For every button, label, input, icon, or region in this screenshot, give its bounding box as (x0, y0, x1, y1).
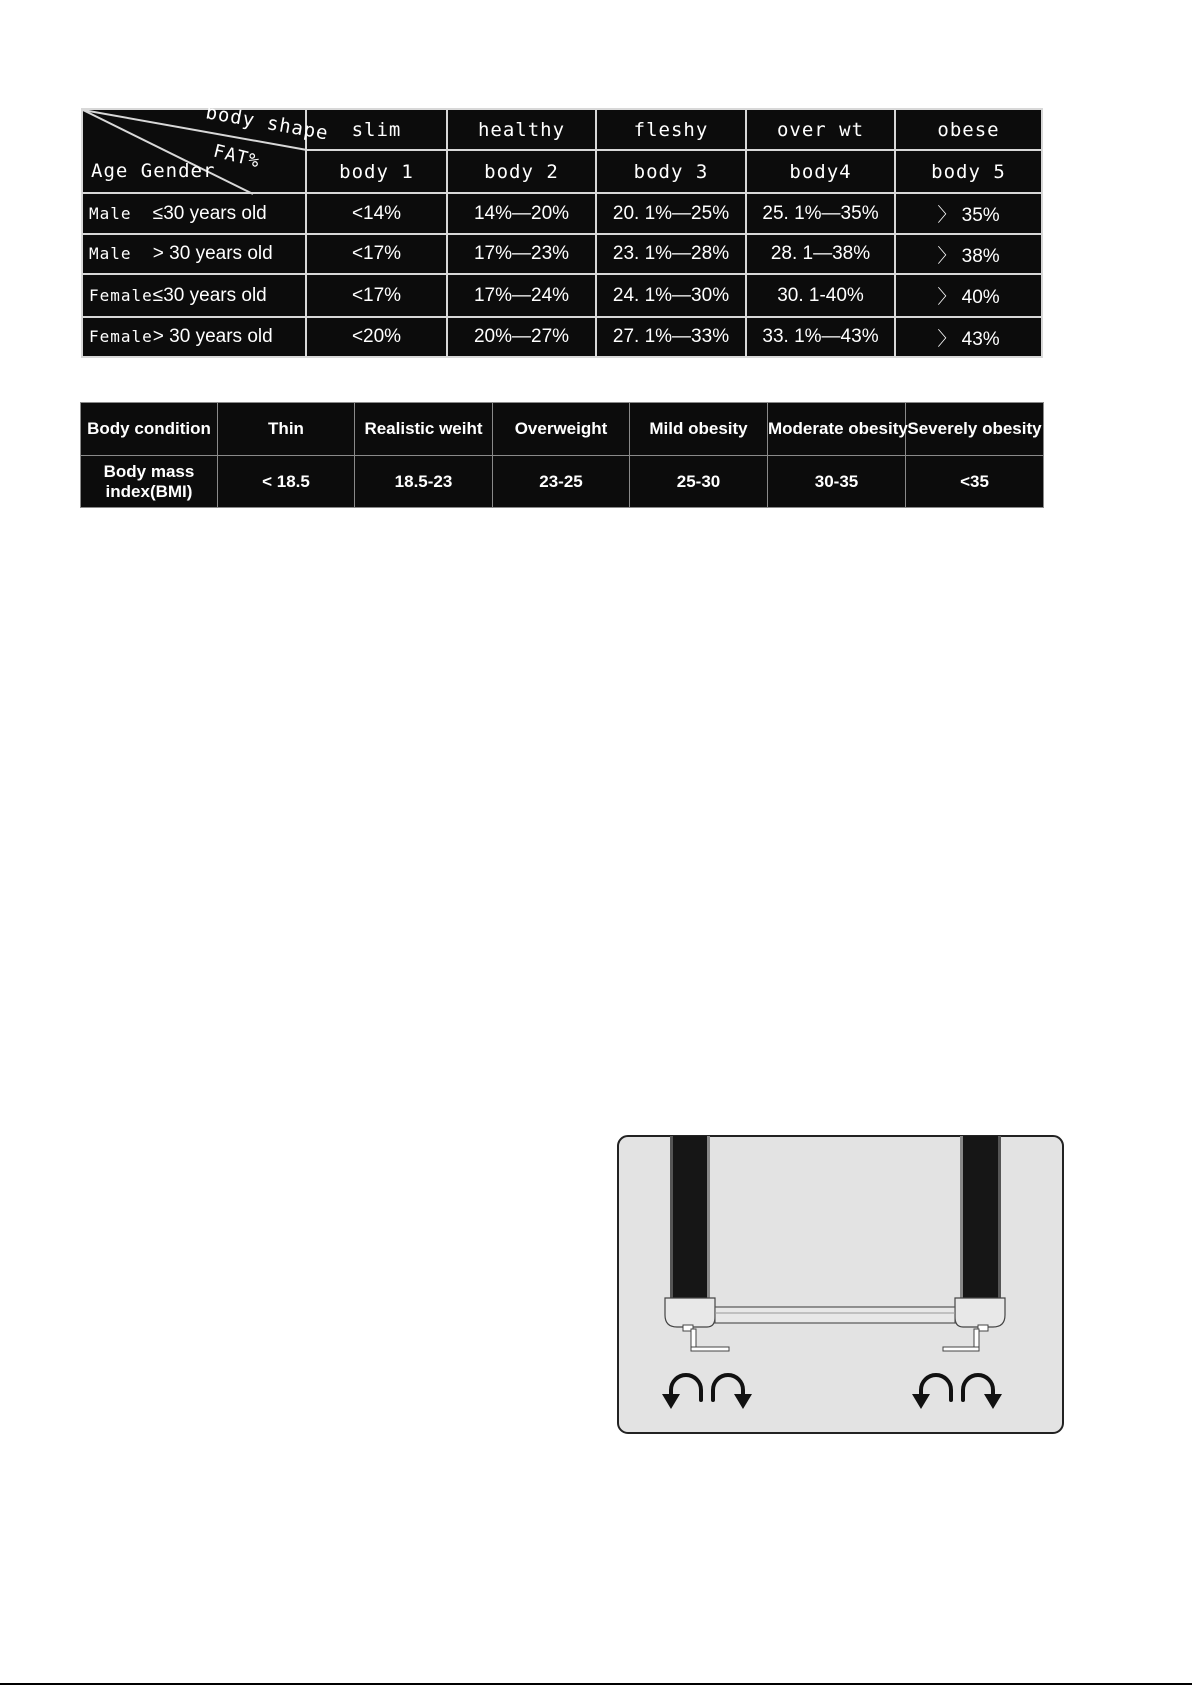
fat-value-cell: 23. 1%—28% (596, 234, 746, 274)
fat-value-cell: 17%—24% (447, 274, 596, 317)
bmi-value-cell: < 18.5 (218, 456, 355, 508)
fat-value-cell: 14%—20% (447, 193, 596, 234)
fat-value-cell: 〉 40% (895, 274, 1042, 317)
gender-label: Female (89, 327, 153, 346)
bmi-value-cell: 30-35 (768, 456, 906, 508)
fat-value-cell: 24. 1%—30% (596, 274, 746, 317)
table-row (82, 234, 1042, 274)
corner-fat-label: FAT% (211, 140, 263, 173)
table-row (82, 317, 1042, 357)
fat-value-cell: <14% (306, 193, 447, 234)
corner-age-gender-label: Age Gender (91, 160, 216, 182)
condition-cell: Mild obesity (630, 403, 768, 456)
fat-value-cell: 〉 35% (895, 193, 1042, 234)
bmi-value-cell: 25-30 (630, 456, 768, 508)
body-shape-header: healthy (447, 109, 596, 150)
fat-value-cell: 25. 1%—35% (746, 193, 895, 234)
gender-label: Female (89, 285, 153, 305)
gender-label: Male (89, 203, 132, 223)
bmi-value-cell: <35 (906, 456, 1044, 508)
row-label (82, 234, 306, 274)
body-shape-header: obese (895, 109, 1042, 150)
fat-value-cell: <17% (306, 234, 447, 274)
fat-value-cell: 17%—23% (447, 234, 596, 274)
body-type-header: body 5 (895, 150, 1042, 193)
belt-adjustment-diagram (617, 1135, 1064, 1434)
fat-value-cell: 20%—27% (447, 317, 596, 357)
condition-cell: Severely obesity (906, 403, 1044, 456)
age-label: ≤30 years old (152, 284, 267, 306)
fat-value-cell: 28. 1—38% (746, 234, 895, 274)
body-shape-header: fleshy (596, 109, 746, 150)
table-row (82, 193, 1042, 234)
age-label: ≤30 years old (152, 202, 267, 224)
body-type-header: body 2 (447, 150, 596, 193)
fat-value-cell: <17% (306, 274, 447, 317)
fat-value-cell: 27. 1%—33% (596, 317, 746, 357)
fat-value-cell: 30. 1-40% (746, 274, 895, 317)
corner-body-shape-label: body shape (204, 101, 331, 145)
age-label: > 30 years old (152, 326, 273, 347)
condition-cell: Moderate obesity (768, 403, 906, 456)
condition-cell: Thin (218, 403, 355, 456)
table-corner-header (82, 101, 331, 193)
condition-cell: Overweight (493, 403, 630, 456)
fat-value-cell: 33. 1%—43% (746, 317, 895, 357)
bmi-value-cell: 23-25 (493, 456, 630, 508)
rear-roller (715, 1307, 955, 1323)
gender-label: Male (89, 244, 132, 263)
bmi-value-cell: 18.5-23 (355, 456, 493, 508)
age-label: > 30 years old (152, 243, 273, 264)
row-label (82, 317, 306, 357)
bmi-label-line1: Body mass (103, 461, 195, 481)
fat-value-cell: 〉 38% (895, 234, 1042, 274)
row-label (82, 274, 306, 317)
row-label (82, 193, 306, 234)
body-condition-label: Body condition (81, 403, 218, 456)
body-shape-header: slim (306, 109, 447, 150)
fat-value-cell: 20. 1%—25% (596, 193, 746, 234)
body-type-header: body 1 (306, 150, 447, 193)
body-type-header: body 3 (596, 150, 746, 193)
table-row (82, 274, 1042, 317)
fat-value-cell: 〉 43% (895, 317, 1042, 357)
body-shape-header: over wt (746, 109, 895, 150)
bmi-table (80, 402, 1044, 508)
table-row (81, 403, 1044, 456)
fat-value-cell: <20% (306, 317, 447, 357)
table-row (81, 456, 1044, 508)
bmi-label-line2: index(BMI) (105, 481, 193, 501)
bmi-label (81, 456, 218, 508)
condition-cell: Realistic weiht (355, 403, 493, 456)
body-fat-table (81, 101, 1043, 358)
body-type-header: body4 (746, 150, 895, 193)
